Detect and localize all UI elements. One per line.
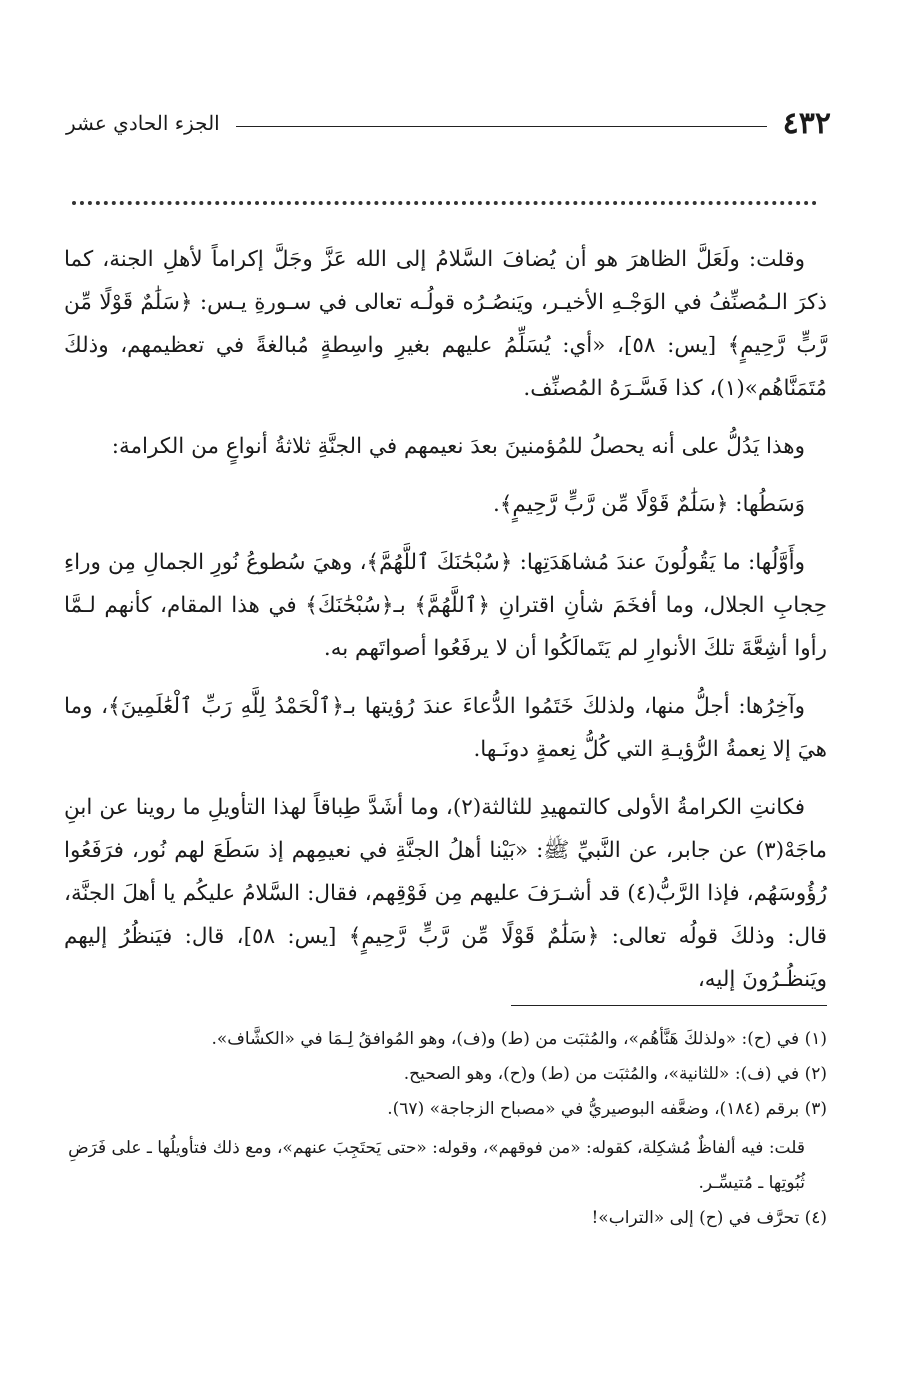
running-header [66, 103, 831, 143]
footnote-4: (٤) تحرَّف في (ح) إلى «التراب»! [591, 1208, 827, 1228]
footnotes [64, 1022, 827, 1236]
footnote-separator [511, 1005, 827, 1006]
dotted-separator [72, 201, 817, 205]
paragraph: وآخِرُها: أجلُّ منها، ولذلكَ خَتَمُوا الدُّعاءَ عندَ رُؤيتها بـ﴿ٱلْحَمْدُ لِلَّهِ رَبِّ ٱلْعَٰلَمِينَ﴾، وما هيَ إلا نِعمةُ الرُّؤيـةِ التي كُلُّ نِعمةٍ دونَـها. [64, 694, 827, 762]
paragraph: وهذا يَدُلُّ على أنه يحصلُ للمُؤمنينَ بعدَ نعيمهم في الجنَّةِ ثلاثةُ أنواعٍ من الكرامة: [111, 434, 805, 459]
footnote-1: (١) في (ح): «ولذلكَ هَنَّأهُم»، والمُثبَت من (ط) و(ف)، وهو المُوافقُ لِـمَا في «الكشَّاف». [211, 1029, 827, 1049]
footnote-2: (٢) في (ف): «للثانية»، والمُثبَت من (ط) و(ح)، وهو الصحيح. [403, 1064, 827, 1084]
main-text [64, 238, 827, 1016]
footnote-3: (٣) برقم (١٨٤)، وضعَّفه البوصيريُّ في «مصباح الزجاجة» (٦٧). [387, 1099, 827, 1119]
paragraph: وقلت: ولَعَلَّ الظاهرَ هو أن يُضافَ السَّلامُ إلى الله عَزَّ وجَلَّ إكراماً لأهلِ الجنة، كما ذكرَ الـمُصنِّفُ في الوَجْـهِ الأخيـر، ويَنصُـرُه قولُـه تعالى في سـورةِ يـس: ﴿سَلَٰمٌ قَوْلًا مِّن رَّبٍّ رَّحِيمٍ﴾ [يس: ٥٨]، «أي: يُسَلِّمُ عليهم بغيرِ واسِطةٍ مُبالغةً في تعظيمهم، وذلكَ مُتَمَنَّاهُم»(١)، كذا فَسَّـرَهُ المُصنِّف. [64, 247, 827, 401]
header-rule [236, 126, 767, 127]
paragraph: وَسَطُها: ﴿سَلَٰمٌ قَوْلًا مِّن رَّبٍّ رَّحِيمٍ﴾. [492, 492, 805, 517]
running-title: الجزء الحادي عشر [66, 111, 220, 135]
page-number: ٤٣٢ [782, 105, 831, 141]
paragraph: وأَوَّلُها: ما يَقُولُونَ عندَ مُشاهَدَتِها: ﴿سُبْحَٰنَكَ ٱللَّهُمَّ﴾، وهيَ سُطوعُ نُورِ الجمالِ مِن وراءِ حِجابِ الجلال، وما أفخَمَ شأنِ اقترانِ ﴿ٱللَّهُمَّ﴾ بـ﴿سُبْحَٰنَكَ﴾ في هذا المقام، كأنهم لـمَّا رأوا أشِعَّةَ تلكَ الأنوارِ لم يَتَمالَكُوا أن لا يرفَعُوا أصواتَهم به. [64, 550, 827, 661]
paragraph: فكانتِ الكرامةُ الأولى كالتمهيدِ للثالثة(٢)، وما أشَدَّ طِباقاً لهذا التأويلِ ما روينا عن ابنِ ماجَهْ(٣) عن جابر، عن النَّبيِّ ﷺ: «بَيْنا أهلُ الجنَّةِ في نعيمِهم إذ سَطَعَ لهم نُور، فرَفَعُوا رُؤُوسَهُم، فإذا الرَّبُّ(٤) قد أشـرَفَ عليهم مِن فَوْقِهم، فقال: السَّلامُ عليكُم يا أهلَ الجنَّة، قال: وذلكَ قولُه تعالى: ﴿سَلَٰمٌ قَوْلًا مِّن رَّبٍّ رَّحِيمٍ﴾ [يس: ٥٨]، قال: فيَنظُرُ إليهم ويَنظُـرُونَ إليه، [64, 795, 828, 992]
footnote-3-note: قلت: فيه ألفاظٌ مُشكِلة، كقوله: «من فوقهم»، وقوله: «حتى يَحتَجِبَ عنهم»، ومع ذلك فتأويلُها ـ على فَرَضِ ثُبُوتِها ـ مُتيسِّـر. [68, 1138, 805, 1193]
